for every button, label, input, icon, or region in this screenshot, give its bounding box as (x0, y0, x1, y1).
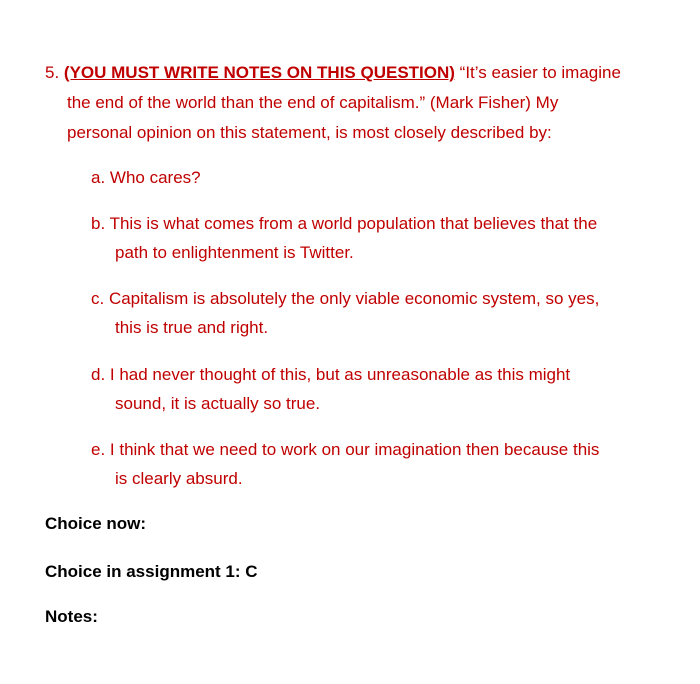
question-line-3: personal opinion on this statement, is most closely described by: (67, 123, 552, 142)
question-line-1 (45, 58, 645, 88)
notes-label: Notes: (45, 607, 98, 626)
question-block (45, 58, 645, 148)
option-b-line-2: path to enlightenment is Twitter. (115, 243, 354, 262)
must-write-notes-label: (YOU MUST WRITE NOTES ON THIS QUESTION) (63, 63, 455, 82)
option-e-line-2: is clearly absurd. (115, 469, 243, 488)
choice-now-label: Choice now: (45, 514, 147, 533)
option-c-line-2: this is true and right. (115, 318, 269, 337)
option-c-line-1: c. Capitalism is absolutely the only viable economic system, so yes, (91, 289, 600, 308)
option-a-text: a. Who cares? (91, 168, 201, 187)
option-d-line-1: d. I had never thought of this, but as unreasonable as this might (91, 365, 571, 384)
option-e (91, 435, 661, 493)
option-b (91, 209, 661, 267)
option-d-line-2: sound, it is actually so true. (115, 394, 321, 413)
option-c (91, 284, 661, 342)
question-quote-start: “It’s easier to imagine (459, 63, 621, 82)
option-a (91, 163, 661, 192)
question-line-2: the end of the world than the end of capitalism.” (Mark Fisher) My (67, 93, 559, 112)
option-b-line-1: b. This is what comes from a world population that believes that the (91, 214, 598, 233)
option-e-line-1: e. I think that we need to work on our imagination then because this (91, 440, 600, 459)
option-d (91, 360, 661, 418)
question-number: 5. (45, 63, 60, 82)
choice-in-assignment-label: Choice in assignment 1: C (45, 562, 258, 581)
